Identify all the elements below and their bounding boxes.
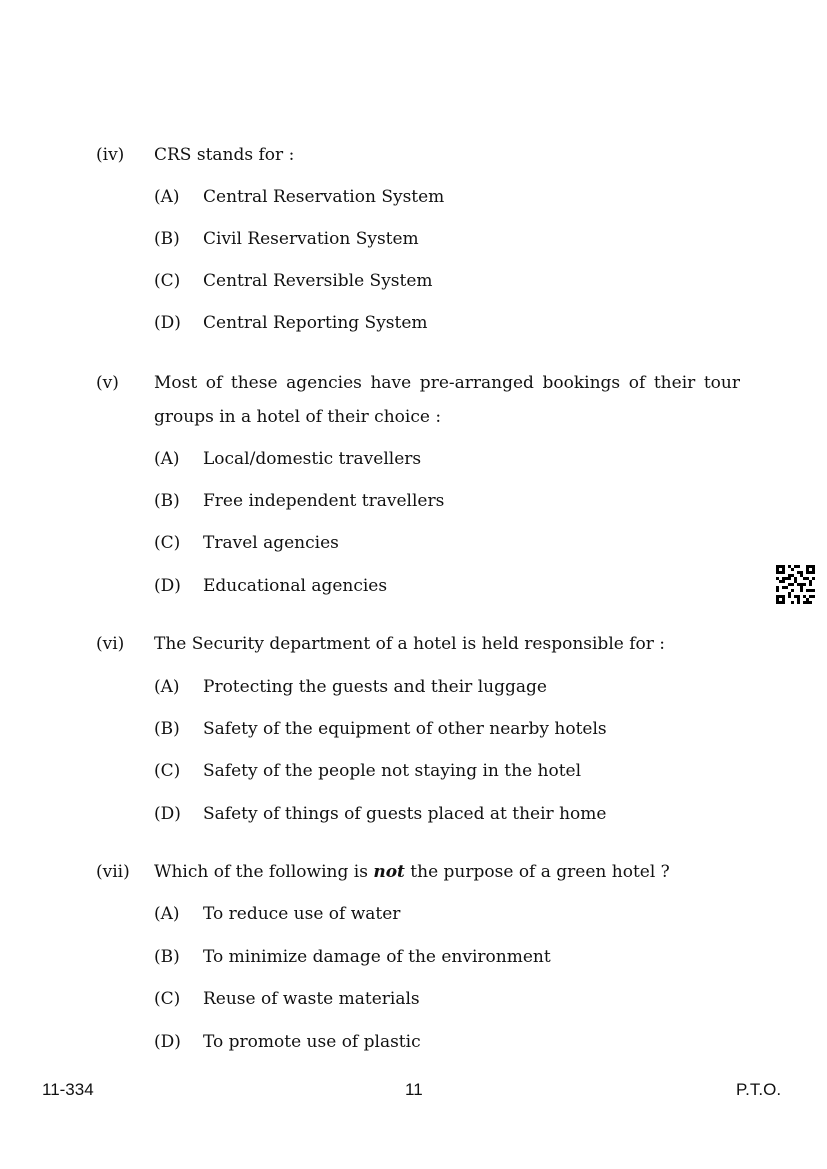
option-d [0, 801, 827, 827]
option-c [0, 758, 827, 784]
option-b [0, 488, 827, 514]
question-number: (iv) [96, 145, 125, 165]
option-b [0, 944, 827, 970]
question-number: (vi) [96, 634, 125, 654]
option-label: (C) [154, 989, 181, 1009]
option-label: (B) [154, 719, 180, 739]
option-d [0, 573, 827, 599]
option-text: Safety of the equipment of other nearby hotels [203, 719, 607, 739]
option-label: (A) [154, 187, 180, 207]
option-text: Travel agencies [203, 533, 339, 553]
option-c [0, 268, 827, 294]
option-a [0, 901, 827, 927]
option-text: Central Reversible System [203, 271, 433, 291]
option-c [0, 530, 827, 556]
option-text: To reduce use of water [203, 904, 401, 924]
option-c [0, 986, 827, 1012]
option-label: (A) [154, 449, 180, 469]
question-stem: Which of the following is not the purpose of a green hotel ? [154, 862, 670, 882]
option-text: Central Reporting System [203, 313, 428, 333]
option-text: Safety of the people not staying in the hotel [203, 761, 582, 781]
option-b [0, 716, 827, 742]
paper-code: 11-334 [42, 1080, 94, 1099]
option-label: (B) [154, 491, 180, 511]
option-label: (D) [154, 804, 181, 824]
option-label: (C) [154, 271, 181, 291]
question-stem: The Security department of a hotel is held responsible for : [154, 634, 666, 654]
question-number: (vii) [96, 862, 130, 882]
option-text: Free independent travellers [203, 491, 445, 511]
option-label: (D) [154, 576, 181, 596]
page-number: 11 [405, 1080, 423, 1099]
option-label: (A) [154, 677, 180, 697]
option-label: (B) [154, 229, 180, 249]
option-a [0, 446, 827, 472]
pto-label: P.T.O. [736, 1080, 782, 1099]
option-text: Civil Reservation System [203, 229, 419, 249]
option-label: (C) [154, 761, 181, 781]
question-stem: Most of these agencies have pre-arranged bookings of their tour groups in a hotel of their choice : [154, 373, 740, 427]
emphasis-not: not [373, 862, 405, 882]
option-b [0, 226, 827, 252]
question-number: (v) [96, 373, 119, 393]
option-a [0, 674, 827, 700]
option-label: (A) [154, 904, 180, 924]
option-text: To minimize damage of the environment [203, 947, 551, 967]
question-stem: CRS stands for : [154, 145, 295, 165]
option-text: To promote use of plastic [203, 1032, 421, 1052]
option-label: (B) [154, 947, 180, 967]
option-text: Local/domestic travellers [203, 449, 422, 469]
option-a [0, 184, 827, 210]
option-label: (D) [154, 1032, 181, 1052]
option-text: Protecting the guests and their luggage [203, 677, 547, 697]
option-text: Safety of things of guests placed at their home [203, 804, 607, 824]
option-d [0, 1029, 827, 1055]
option-text: Reuse of waste materials [203, 989, 420, 1009]
option-d [0, 310, 827, 336]
qr-code-icon [776, 565, 815, 604]
option-label: (C) [154, 533, 181, 553]
option-text: Central Reservation System [203, 187, 445, 207]
option-text: Educational agencies [203, 576, 388, 596]
option-label: (D) [154, 313, 181, 333]
